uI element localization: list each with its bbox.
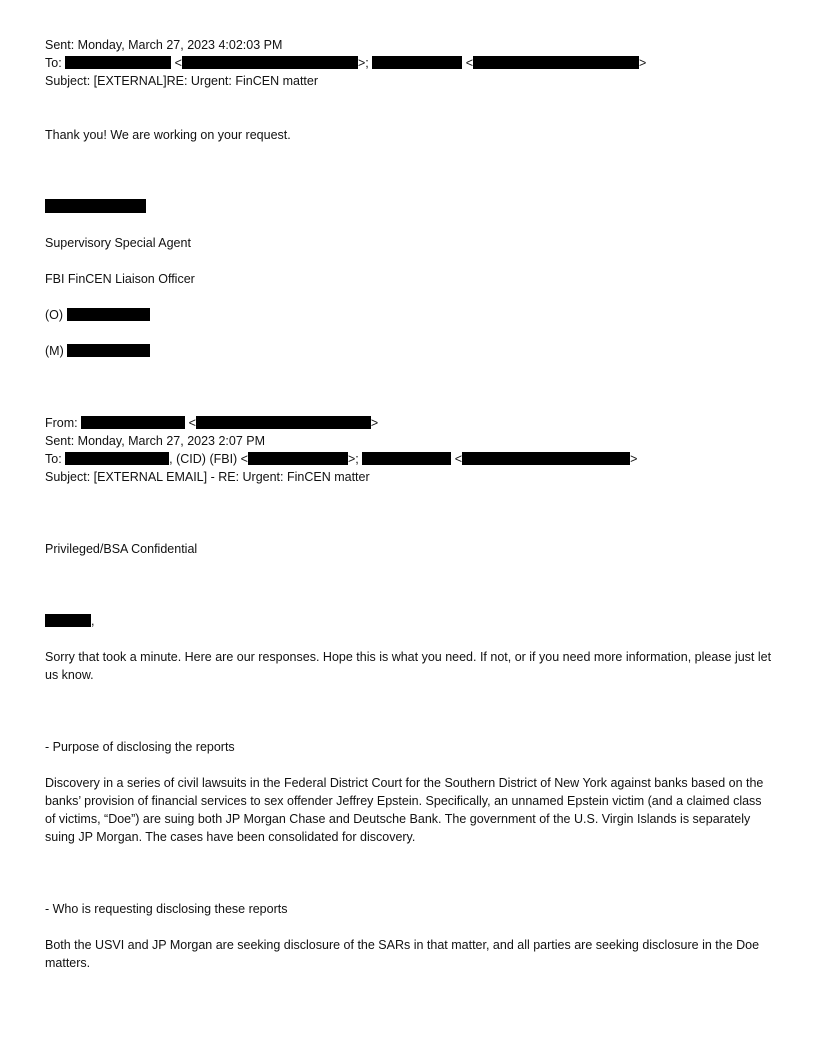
original-from-line xyxy=(45,414,775,432)
original-to-suffix: , (CID) (FBI) < xyxy=(169,452,248,466)
signature-mobile-phone xyxy=(45,342,775,360)
signature-title: Supervisory Special Agent xyxy=(45,236,191,250)
redacted-sender-name xyxy=(81,416,185,429)
punct-lt: < xyxy=(454,452,463,466)
reply-subject-line: Subject: [EXTERNAL]RE: Urgent: FinCEN matter xyxy=(45,74,319,88)
redacted-mobile-phone xyxy=(67,344,150,357)
redacted-recipient-name xyxy=(372,56,462,69)
punct-gt-semicolon: >; xyxy=(348,452,359,466)
original-from-label: From: xyxy=(45,416,78,430)
redacted-office-phone xyxy=(67,308,150,321)
redacted-addressee xyxy=(45,614,91,627)
punct-gt: > xyxy=(630,452,638,466)
punct-lt: < xyxy=(188,416,196,430)
punct-gt: > xyxy=(370,416,379,430)
redacted-recipient-email xyxy=(473,56,639,69)
redacted-recipient-email xyxy=(182,56,358,69)
punct-gt-semicolon: >; xyxy=(357,56,369,70)
reply-sent-line: Sent: Monday, March 27, 2023 4:02:03 PM xyxy=(45,38,283,52)
original-to-line xyxy=(45,450,775,468)
reply-body: Thank you! We are working on your request. xyxy=(45,128,291,142)
office-phone-label: (O) xyxy=(45,308,64,322)
punct-lt: < xyxy=(174,56,182,70)
original-subject-line: Subject: [EXTERNAL EMAIL] - RE: Urgent: FinCEN matter xyxy=(45,470,370,484)
redacted-recipient-name xyxy=(65,56,171,69)
reply-to-label: To: xyxy=(45,56,62,70)
punct-lt: < xyxy=(465,56,474,70)
question-heading-requester: - Who is requesting disclosing these reports xyxy=(45,902,288,916)
intro-paragraph: Sorry that took a minute. Here are our responses. Hope this is what you need. If not, or if you need more information, please just let us know. xyxy=(45,650,772,682)
redacted-recipient-name xyxy=(362,452,451,465)
redacted-sender-email xyxy=(196,416,371,429)
answer-requester: Both the USVI and JP Morgan are seeking disclosure of the SARs in that matter, and all parties are seeking disclosure in the Doe matters. xyxy=(45,938,760,970)
redacted-sender-name xyxy=(45,199,146,213)
mobile-phone-label: (M) xyxy=(45,344,64,358)
signature-name xyxy=(45,198,775,217)
signature-office-phone xyxy=(45,306,775,324)
redacted-recipient-email xyxy=(462,452,630,465)
answer-purpose: Discovery in a series of civil lawsuits in the Federal District Court for the Southern District of New York against banks based on the banks’ provision of financial services to sex offender Jeffrey Epstein. Specifically, an unnamed Epstein victim (and a claimed class of victims, “Doe”) are suing both JP Morgan Chase and Deutsche Bank. The government of the U.S. Virgin Islands is separately suing JP Morgan. The cases have been consolidated for discovery. xyxy=(45,776,764,844)
punct-gt: > xyxy=(639,56,647,70)
reply-to-line xyxy=(45,54,775,72)
original-to-label: To: xyxy=(45,452,62,466)
signature-office: FBI FinCEN Liaison Officer xyxy=(45,272,195,286)
question-heading-purpose: - Purpose of disclosing the reports xyxy=(45,740,235,754)
salutation-comma: , xyxy=(91,614,95,628)
email-document xyxy=(45,36,775,972)
redacted-recipient-name xyxy=(65,452,169,465)
classification-label: Privileged/BSA Confidential xyxy=(45,542,198,556)
original-sent-line: Sent: Monday, March 27, 2023 2:07 PM xyxy=(45,434,266,448)
redacted-recipient-email xyxy=(248,452,348,465)
salutation xyxy=(45,612,775,630)
